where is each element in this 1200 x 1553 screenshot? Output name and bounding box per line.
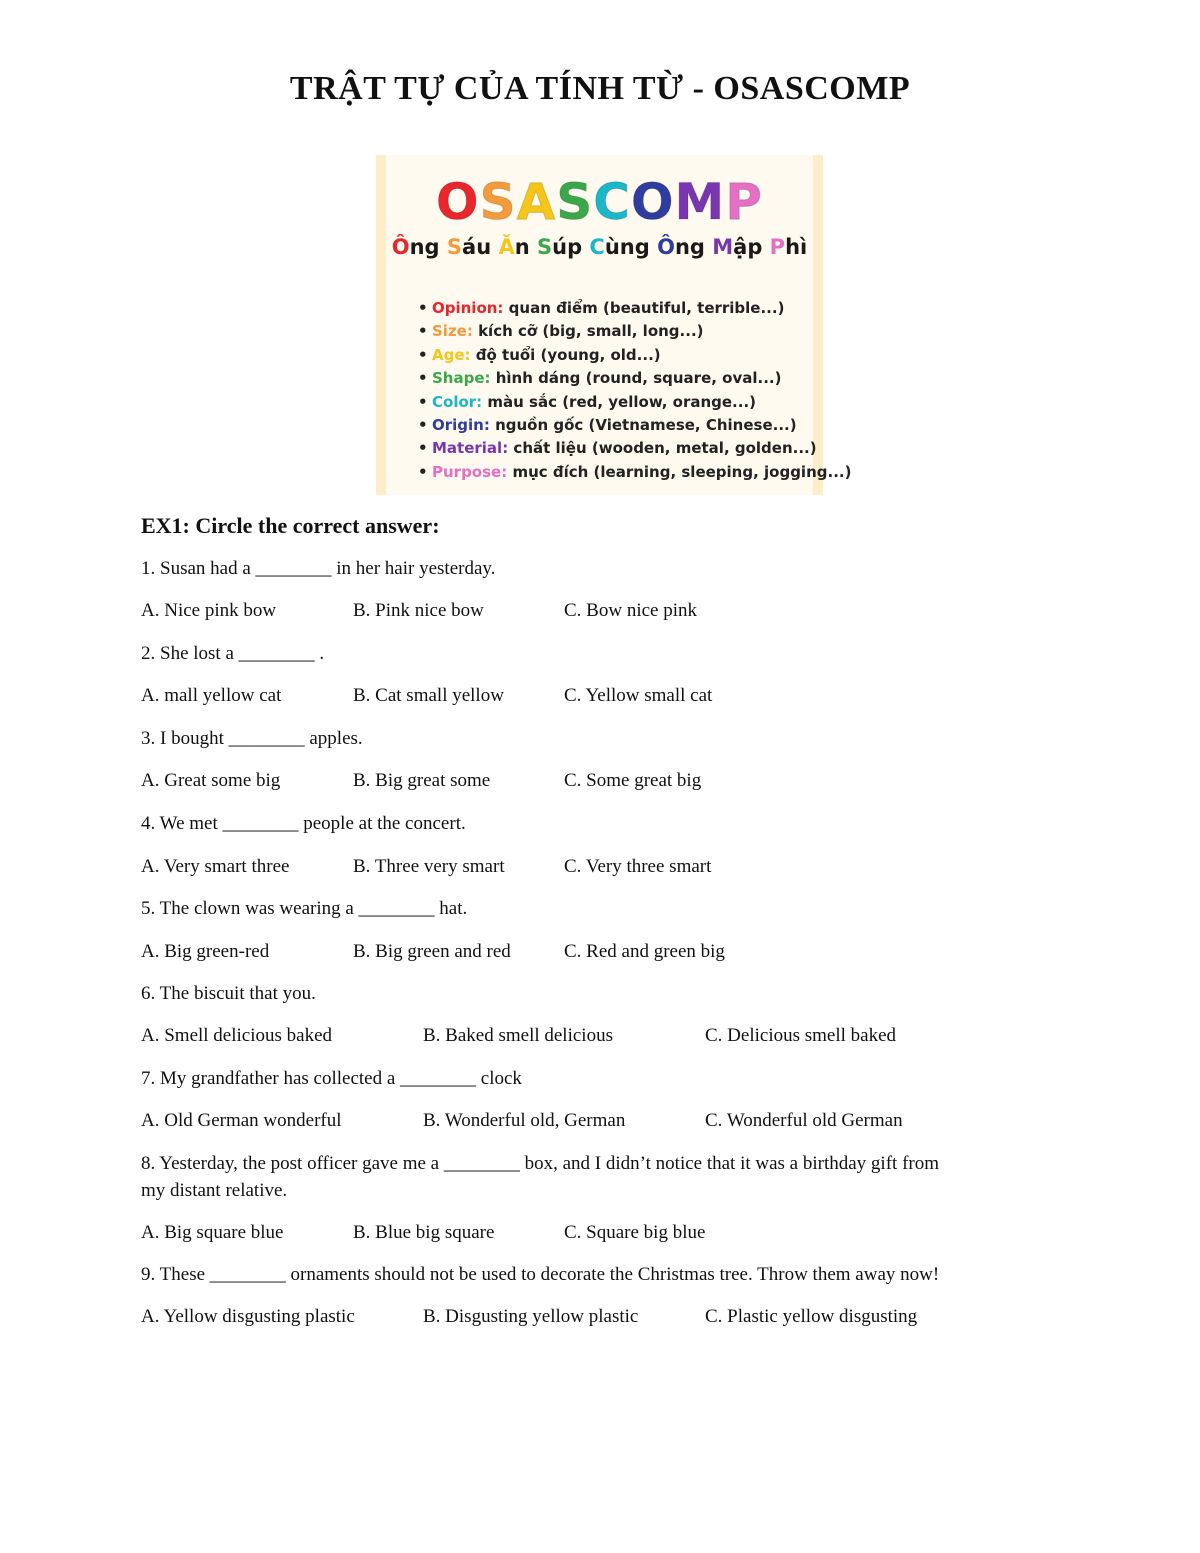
- mnemonic-initial: S: [537, 235, 553, 259]
- list-item: [418, 391, 851, 414]
- list-item-key: Origin:: [432, 415, 490, 434]
- logo-letter: S: [556, 173, 594, 231]
- bullet-icon: •: [418, 415, 428, 434]
- answer-option-b[interactable]: B. Big green and red: [353, 941, 511, 962]
- answer-option-b[interactable]: B. Wonderful old, German: [423, 1110, 626, 1131]
- answer-option-c[interactable]: C. Red and green big: [564, 941, 725, 962]
- answer-option-b[interactable]: B. Pink nice bow: [353, 600, 484, 621]
- logo-letter: M: [674, 173, 726, 231]
- list-item-key: Opinion:: [432, 299, 504, 317]
- list-item-desc: mục đích (learning, sleeping, jogging...): [507, 462, 852, 481]
- bullet-icon: •: [418, 369, 428, 388]
- mnemonic-rest: ng: [674, 235, 713, 259]
- bullet-icon: •: [418, 345, 428, 364]
- question-text: 3. I bought ________ apples.: [141, 728, 363, 749]
- answer-option-a[interactable]: A. Smell delicious baked: [141, 1025, 333, 1046]
- bullet-icon: •: [418, 322, 428, 341]
- answer-option-b[interactable]: B. Big great some: [353, 770, 491, 791]
- list-item-desc: quan điểm (beautiful, terrible...): [503, 299, 785, 317]
- answer-option-a[interactable]: A. Very smart three: [141, 856, 290, 877]
- list-item-key: Color:: [432, 392, 483, 411]
- page-title: TRẬT TỰ CỦA TÍNH TỪ - OSASCOMP: [289, 70, 911, 107]
- list-item: [418, 367, 851, 390]
- answer-option-a[interactable]: A. Yellow disgusting plastic: [141, 1306, 355, 1327]
- list-item: [418, 320, 851, 343]
- logo-letter: O: [631, 173, 675, 231]
- mnemonic-initial: Ô: [657, 235, 675, 259]
- list-item: [418, 297, 851, 320]
- exercise-heading: EX1: Circle the correct answer:: [141, 513, 440, 538]
- answer-option-c[interactable]: C. Plastic yellow disgusting: [705, 1306, 918, 1327]
- bullet-icon: •: [418, 299, 428, 317]
- answer-option-a[interactable]: A. Great some big: [141, 770, 281, 791]
- list-item-desc: nguồn gốc (Vietnamese, Chinese...): [489, 415, 797, 434]
- mnemonic-initial: P: [769, 235, 786, 259]
- question-text: 6. The biscuit that you.: [141, 983, 316, 1004]
- bullet-icon: •: [418, 462, 428, 481]
- list-item-desc: chất liệu (wooden, metal, golden...): [508, 439, 817, 458]
- question-text-continued: my distant relative.: [141, 1180, 288, 1201]
- list-item-key: Age:: [432, 345, 471, 364]
- question-text: 4. We met ________ people at the concert.: [141, 813, 466, 834]
- answer-option-c[interactable]: C. Square big blue: [564, 1222, 706, 1243]
- logo-letter: A: [516, 173, 557, 231]
- answer-option-b[interactable]: B. Baked smell delicious: [423, 1025, 613, 1046]
- logo-letter: C: [593, 173, 631, 231]
- question-text: 5. The clown was wearing a ________ hat.: [141, 898, 468, 919]
- answer-option-c[interactable]: C. Very three smart: [564, 856, 712, 877]
- mnemonic-rest: ập: [733, 235, 770, 259]
- adjective-order-list: [418, 297, 851, 484]
- mnemonic-initial: Ô: [391, 235, 410, 259]
- answer-option-c[interactable]: C. Delicious smell baked: [705, 1025, 897, 1046]
- list-item: [418, 461, 851, 484]
- mnemonic-rest: áu: [462, 235, 499, 259]
- list-item: [418, 344, 851, 367]
- list-item: [418, 414, 851, 437]
- logo-letter: O: [436, 173, 480, 231]
- question-text: 9. These ________ ornaments should not be used to decorate the Christmas tree. Throw them away now!: [141, 1264, 940, 1285]
- bullet-icon: •: [418, 439, 428, 458]
- list-item-key: Size:: [432, 322, 473, 341]
- answer-option-b[interactable]: B. Blue big square: [353, 1222, 495, 1243]
- answer-option-a[interactable]: A. Nice pink bow: [141, 600, 277, 621]
- list-item-desc: độ tuổi (young, old...): [470, 345, 661, 364]
- answer-option-c[interactable]: C. Bow nice pink: [564, 600, 697, 621]
- list-item-desc: hình dáng (round, square, oval...): [490, 369, 782, 388]
- answer-option-b[interactable]: B. Disgusting yellow plastic: [423, 1306, 639, 1327]
- answer-option-c[interactable]: C. Some great big: [564, 770, 702, 791]
- question-text: 2. She lost a ________ .: [141, 643, 325, 664]
- answer-option-c[interactable]: C. Yellow small cat: [564, 685, 713, 706]
- mnemonic-initial: M: [712, 235, 734, 259]
- osascomp-logo: [386, 173, 813, 231]
- question-text: 1. Susan had a ________ in her hair yesterday.: [141, 558, 496, 579]
- mnemonic-line: [386, 235, 813, 259]
- logo-letter: S: [479, 173, 517, 231]
- question-text: 7. My grandfather has collected a ________ clock: [141, 1068, 522, 1089]
- answer-option-a[interactable]: A. Big square blue: [141, 1222, 284, 1243]
- mnemonic-rest: úp: [552, 235, 590, 259]
- answer-option-a[interactable]: A. mall yellow cat: [141, 685, 282, 706]
- list-item: [418, 437, 851, 460]
- list-item-desc: màu sắc (red, yellow, orange...): [482, 392, 757, 411]
- list-item-key: Purpose:: [432, 462, 508, 481]
- answer-option-b[interactable]: B. Three very smart: [353, 856, 505, 877]
- mnemonic-rest: ng: [409, 235, 447, 259]
- answer-option-b[interactable]: B. Cat small yellow: [353, 685, 504, 706]
- list-item-desc: kích cỡ (big, small, long...): [472, 322, 704, 341]
- mnemonic-rest: n: [514, 235, 537, 259]
- list-item-key: Shape:: [432, 369, 491, 388]
- question-text: 8. Yesterday, the post officer gave me a ________ box, and I didn’t notice that it was a birthday gift from: [141, 1153, 939, 1174]
- mnemonic-initial: S: [446, 235, 463, 259]
- mnemonic-rest: hì: [785, 235, 808, 259]
- answer-option-c[interactable]: C. Wonderful old German: [705, 1110, 903, 1131]
- mnemonic-initial: Ă: [498, 235, 515, 259]
- logo-letter: P: [725, 173, 763, 231]
- mnemonic-initial: C: [589, 235, 605, 259]
- answer-option-a[interactable]: A. Old German wonderful: [141, 1110, 342, 1131]
- osascomp-poster: [376, 155, 852, 495]
- mnemonic-rest: ùng: [604, 235, 658, 259]
- answer-option-a[interactable]: A. Big green-red: [141, 941, 270, 962]
- list-item-key: Material:: [432, 439, 509, 458]
- bullet-icon: •: [418, 392, 428, 411]
